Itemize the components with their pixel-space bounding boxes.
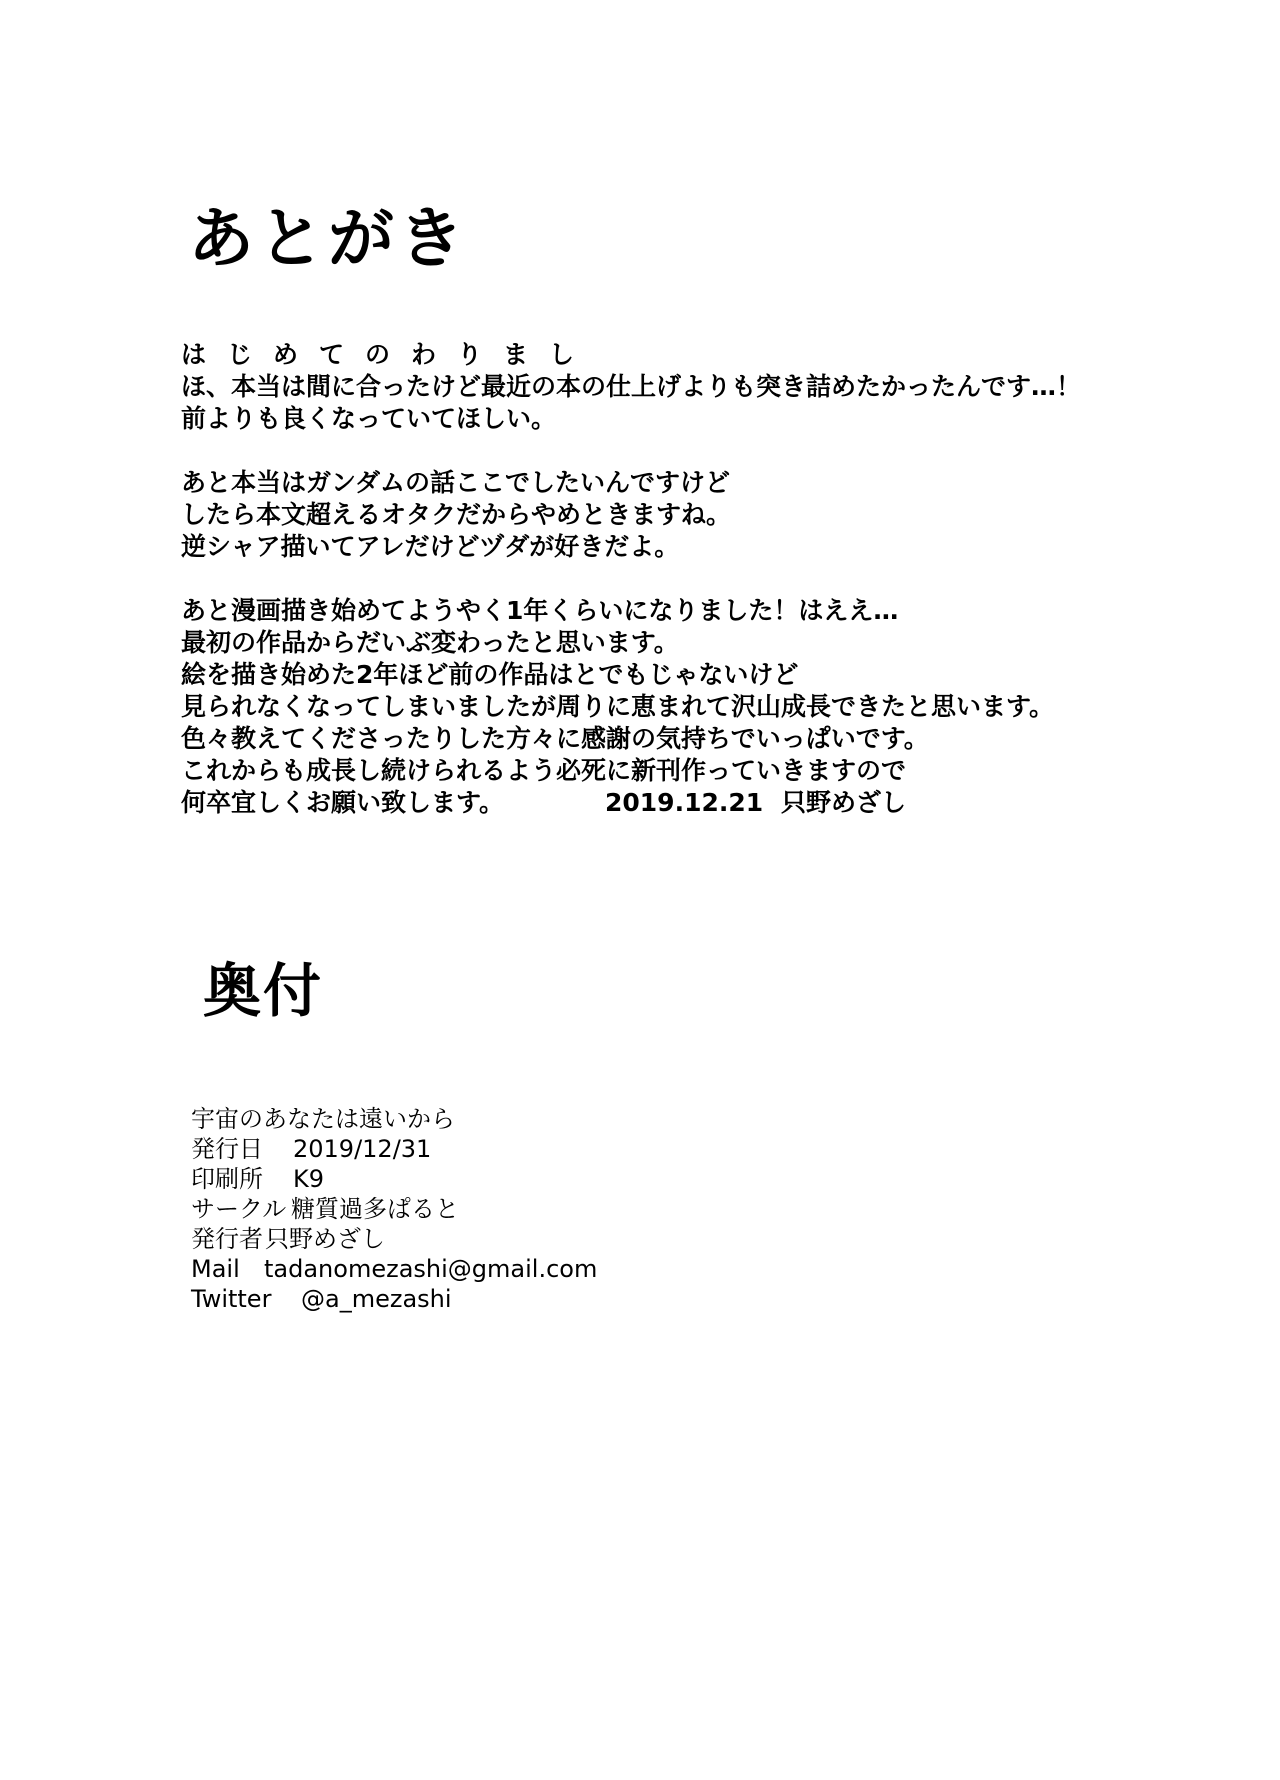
- mail-row: [191, 1254, 597, 1284]
- printer-row: [191, 1164, 597, 1194]
- release-date-value: 2019/12/31: [293, 1135, 432, 1163]
- afterword-line: 逆シャア描いてアレだけどヅダが好きだよ。: [181, 532, 680, 561]
- afterword-line: 見られなくなってしまいましたが周りに恵まれて沢山成長できたと思います。: [181, 692, 1055, 721]
- release-date-label: 発行日: [191, 1135, 263, 1163]
- twitter-label: Twitter: [191, 1285, 272, 1313]
- colophon-title: 奥付: [203, 957, 324, 1025]
- circle-value: 糖質過多ぱると: [291, 1195, 459, 1223]
- printer-value: K9: [293, 1165, 325, 1193]
- afterword-body: [181, 339, 1201, 819]
- afterword-line: したら本文超えるオタクだからやめときますね。: [181, 500, 732, 529]
- afterword-line: 絵を描き始めた2年ほど前の作品はとでもじゃないけど: [181, 660, 799, 689]
- colophon-details: [191, 1104, 597, 1314]
- mail-label: Mail: [191, 1255, 240, 1283]
- afterword-title: あとがき: [188, 200, 468, 277]
- publisher-label: 発行者: [191, 1225, 263, 1253]
- afterword-line: 色々教えてくださったりした方々に感謝の気持ちでいっぱいです。: [181, 724, 929, 753]
- circle-row: [191, 1194, 597, 1224]
- paragraph-gap: [181, 435, 1201, 467]
- circle-label: サークル: [191, 1195, 287, 1223]
- afterword-closing: 何卒宜しくお願い致します。: [181, 788, 505, 817]
- afterword-greeting: はじめてのわりまし: [181, 340, 596, 369]
- afterword-line: これからも成長し続けられるよう必死に新刊作っていきますので: [181, 756, 907, 785]
- twitter-value: @a_mezashi: [301, 1285, 452, 1313]
- afterword-author: 只野めざし: [781, 788, 907, 817]
- printer-label: 印刷所: [191, 1165, 263, 1193]
- afterword-line: あと本当はガンダムの話ここでしたいんですけど: [181, 468, 731, 497]
- afterword-signature: [181, 787, 1201, 819]
- publisher-row: [191, 1224, 597, 1254]
- release-date-row: [191, 1134, 597, 1164]
- afterword-date: 2019.12.21: [605, 788, 764, 817]
- afterword-line: あと漫画描き始めてようやく1年くらいになりました！はええ…: [181, 596, 899, 625]
- mail-value: tadanomezashi@gmail.com: [264, 1255, 598, 1283]
- publisher-value: 只野めざし: [265, 1225, 385, 1253]
- paragraph-gap: [181, 563, 1201, 595]
- afterword-line: 最初の作品からだいぶ変わったと思います。: [181, 628, 679, 657]
- book-title: 宇宙のあなたは遠いから: [191, 1105, 455, 1133]
- afterword-line: 前よりも良くなっていてほしい。: [181, 404, 557, 433]
- afterword-line: ほ、本当は間に合ったけど最近の本の仕上げよりも突き詰めたかったんです…！: [181, 372, 1082, 401]
- twitter-row: [191, 1284, 597, 1314]
